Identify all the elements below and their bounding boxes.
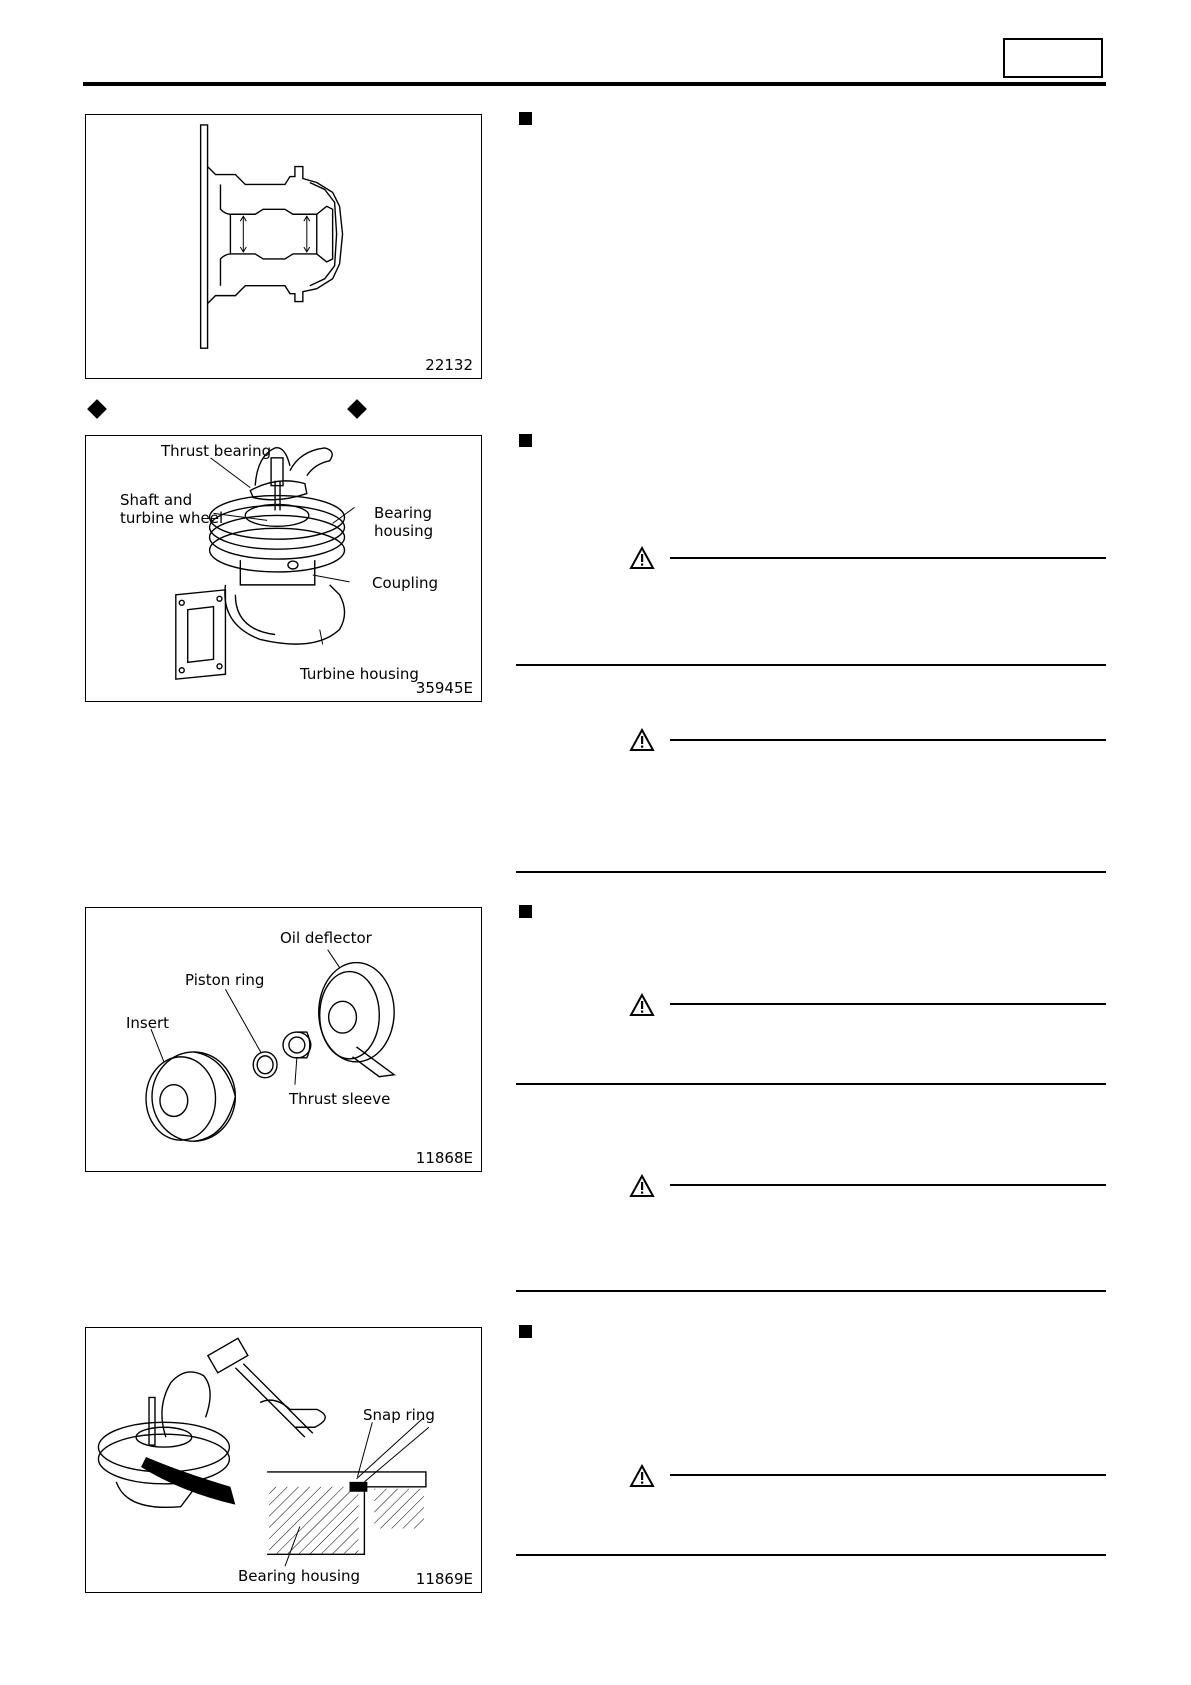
section-end-rule	[516, 1290, 1106, 1292]
figure-number: 22132	[425, 356, 473, 374]
section-marker-icon	[519, 905, 532, 918]
figure-housing-cross-section	[85, 114, 482, 379]
figure-number: 11869E	[415, 1570, 473, 1588]
housing-cross-section-drawing	[86, 115, 481, 378]
label-thrust-bearing: Thrust bearing	[161, 442, 272, 460]
section-end-rule	[516, 1083, 1106, 1085]
section-marker-icon	[519, 1325, 532, 1338]
caution-rule	[670, 1003, 1106, 1005]
section-marker-icon	[519, 434, 532, 447]
label-bearing-housing-line1: Bearing	[374, 504, 433, 522]
insert-components-drawing	[86, 908, 481, 1171]
turbocharger-assembly-drawing	[86, 436, 481, 701]
caution-rule	[670, 739, 1106, 741]
diamond-bullet-icon	[347, 399, 367, 419]
label-bearing-housing-line2: housing	[374, 522, 434, 540]
label-insert: Insert	[126, 1014, 170, 1032]
label-bearing-housing: Bearing housing	[238, 1567, 361, 1585]
warning-triangle-icon	[629, 1174, 655, 1198]
caution-rule	[670, 1184, 1106, 1186]
diamond-bullet-icon	[87, 399, 107, 419]
label-oil-deflector: Oil deflector	[280, 929, 372, 947]
label-snap-ring: Snap ring	[363, 1406, 435, 1424]
section-marker-icon	[519, 112, 532, 125]
figure-number: 11868E	[415, 1149, 473, 1167]
section-end-rule	[516, 1554, 1106, 1556]
header-rule	[83, 82, 1106, 86]
label-piston-ring: Piston ring	[185, 971, 265, 989]
label-thrust-sleeve: Thrust sleeve	[289, 1090, 391, 1108]
caution-rule	[670, 1474, 1106, 1476]
section-end-rule	[516, 664, 1106, 666]
label-shaft-turbine-line2: turbine wheel	[120, 509, 224, 527]
label-turbine-housing: Turbine housing	[300, 665, 419, 683]
label-coupling: Coupling	[372, 574, 439, 592]
warning-triangle-icon	[629, 1464, 655, 1488]
warning-triangle-icon	[629, 728, 655, 752]
figure-snap-ring-removal	[85, 1327, 482, 1593]
caution-rule	[670, 557, 1106, 559]
page-number-box	[1003, 38, 1103, 78]
figure-insert-components	[85, 907, 482, 1172]
figure-thrust-bearing-removal	[85, 435, 482, 702]
warning-triangle-icon	[629, 993, 655, 1017]
snap-ring-removal-drawing	[86, 1328, 481, 1592]
label-shaft-turbine-line1: Shaft and	[120, 491, 193, 509]
figure-number: 35945E	[415, 679, 473, 697]
section-end-rule	[516, 871, 1106, 873]
warning-triangle-icon	[629, 546, 655, 570]
